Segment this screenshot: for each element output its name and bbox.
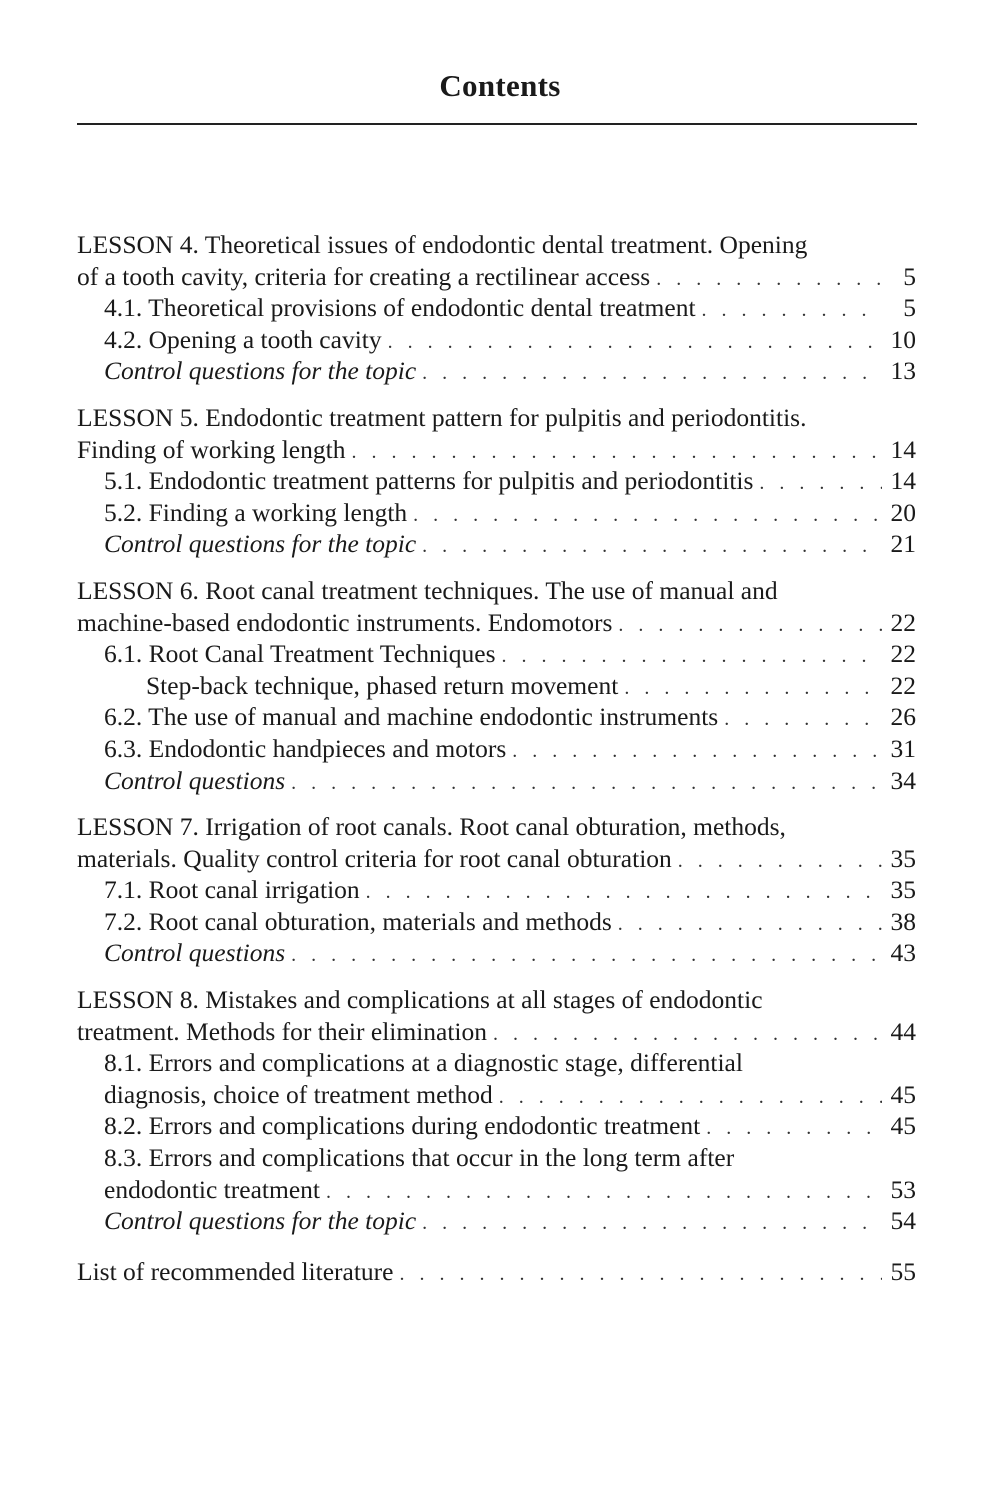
toc-section-lesson-5 [77,402,916,560]
toc-heading-line [77,984,916,1016]
page-number: 44 [890,1016,916,1046]
toc-entry-text: Control questions [104,765,286,795]
toc-entry-text: 7.2. Root canal obturation, materials and methods [104,906,612,936]
toc-entry-text: List of recommended literature [77,1256,394,1286]
dot-leader [422,358,882,390]
toc-heading-text: LESSON 5. Endodontic treatment pattern for pulpitis and periodontitis. [77,402,807,432]
dot-leader [502,641,882,673]
toc-entry-control-questions[interactable] [77,355,916,387]
toc-heading-text: machine-based endodontic instruments. Endomotors [77,607,613,637]
page-number: 22 [890,670,916,700]
page-number: 13 [890,356,916,386]
page-title: Contents [439,68,561,103]
toc-entry-text: 6.3. Endodontic handpieces and motors [104,733,507,763]
page-number: 14 [890,434,916,464]
dot-leader [759,468,882,500]
toc-entry-control-questions[interactable] [77,528,916,560]
toc-heading-line [77,575,916,607]
toc-heading-text: materials. Quality control criteria for root canal obturation [77,843,672,873]
page-number: 5 [903,261,916,291]
toc-entry-text: Control questions for the topic [104,356,417,386]
page-number: 26 [890,702,916,732]
toc-entry-text: 8.1. Errors and complications at a diagnostic stage, differential [104,1048,743,1078]
toc-heading-text: LESSON 8. Mistakes and complications at all stages of endodontic [77,985,763,1015]
page-number: 45 [890,1079,916,1109]
dot-leader [291,768,882,800]
toc-heading-line [77,402,916,434]
toc-entry-text: 8.2. Errors and complications during endodontic treatment [104,1111,701,1141]
toc-entry-line [77,1047,916,1079]
toc-entry-text: diagnosis, choice of treatment method [104,1079,493,1109]
dot-leader [618,909,882,941]
dot-leader [291,940,882,972]
dot-leader [422,531,882,563]
dot-leader [702,295,882,327]
dot-leader [493,1019,882,1051]
dot-leader [388,327,882,359]
toc-entry[interactable] [77,497,916,529]
toc-entry-control-questions[interactable] [77,937,916,969]
page-number: 45 [890,1111,916,1141]
toc-entry-text: Control questions [104,938,286,968]
page-number: 34 [890,765,916,795]
page-number: 20 [890,497,916,527]
toc-entry-text: Step-back technique, phased return movement [146,670,619,700]
toc-section-lesson-4 [77,229,916,387]
page-number: 54 [890,1206,916,1236]
dot-leader [618,610,882,642]
toc-entry[interactable] [77,638,916,670]
page-number: 14 [890,466,916,496]
toc-entry-text: 5.1. Endodontic treatment patterns for pulpitis and periodontitis [104,466,754,496]
page-number: 35 [890,843,916,873]
page-number: 22 [890,639,916,669]
dot-leader [351,437,882,469]
toc-heading-text: treatment. Methods for their elimination [77,1016,488,1046]
toc-entry-text: Control questions for the topic [104,529,417,559]
dot-leader [512,736,882,768]
dot-leader [706,1113,882,1145]
page-number: 55 [890,1256,916,1286]
toc-entry-lesson-8[interactable] [77,1016,916,1048]
dot-leader [400,1259,883,1291]
toc-entry-control-questions[interactable] [77,765,916,797]
toc-entry[interactable] [77,324,916,356]
toc-entry[interactable] [77,1079,916,1111]
toc-entry[interactable] [77,465,916,497]
dot-leader [656,264,882,296]
toc-entry-text: endodontic treatment [104,1174,320,1204]
toc-heading-text: Finding of working length [77,434,346,464]
title-rule [77,123,917,125]
toc-entry[interactable] [77,733,916,765]
dot-leader [724,704,882,736]
toc-entry-text: 6.1. Root Canal Treatment Techniques [104,639,496,669]
toc-heading-text: of a tooth cavity, criteria for creating a rectilinear access [77,261,651,291]
toc-entry-line [77,1142,916,1174]
dot-leader [413,500,882,532]
toc-entry-text: 4.2. Opening a tooth cavity [104,324,382,354]
dot-leader [624,673,882,705]
toc-entry-literature[interactable] [77,1256,916,1288]
toc-heading-line [77,811,916,843]
toc-entry[interactable] [77,701,916,733]
toc-entry[interactable] [77,1110,916,1142]
table-of-contents [77,229,916,1302]
toc-heading-text: LESSON 7. Irrigation of root canals. Root canal obturation, methods, [77,812,786,842]
toc-section-literature [77,1256,916,1288]
dot-leader [366,877,882,909]
page-number: 5 [903,293,916,323]
dot-leader [499,1082,882,1114]
page-number: 22 [890,607,916,637]
toc-entry-lesson-5[interactable] [77,434,916,466]
toc-entry-control-questions[interactable] [77,1205,916,1237]
toc-entry-lesson-6[interactable] [77,607,916,639]
page-number: 43 [890,938,916,968]
page-number: 10 [890,324,916,354]
dot-leader [678,846,882,878]
toc-section-lesson-7 [77,811,916,969]
page-number: 53 [890,1174,916,1204]
toc-entry-lesson-7[interactable] [77,843,916,875]
toc-entry-text: 4.1. Theoretical provisions of endodontic dental treatment [104,293,696,323]
page-number: 31 [890,733,916,763]
page-number: 21 [890,529,916,559]
dot-leader [422,1208,882,1240]
page-number: 38 [890,906,916,936]
toc-section-lesson-6 [77,575,916,796]
toc-entry-text: 5.2. Finding a working length [104,497,408,527]
toc-entry[interactable] [77,670,916,702]
toc-entry-text: 6.2. The use of manual and machine endodontic instruments [104,702,719,732]
toc-heading-text: LESSON 4. Theoretical issues of endodontic dental treatment. Opening [77,230,808,259]
toc-entry[interactable] [77,1174,916,1206]
toc-entry-text: 8.3. Errors and complications that occur in the long term after [104,1143,735,1173]
toc-heading-text: LESSON 6. Root canal treatment techniques. The use of manual and [77,575,778,605]
dot-leader [326,1177,882,1209]
toc-entry-text: 7.1. Root canal irrigation [104,875,360,905]
toc-section-lesson-8 [77,984,916,1237]
page-number: 35 [890,875,916,905]
toc-entry[interactable] [77,292,916,324]
toc-entry-lesson-4[interactable] [77,261,916,293]
toc-entry[interactable] [77,874,916,906]
toc-entry[interactable] [77,906,916,938]
toc-heading-line [77,229,916,261]
toc-entry-text: Control questions for the topic [104,1206,417,1236]
